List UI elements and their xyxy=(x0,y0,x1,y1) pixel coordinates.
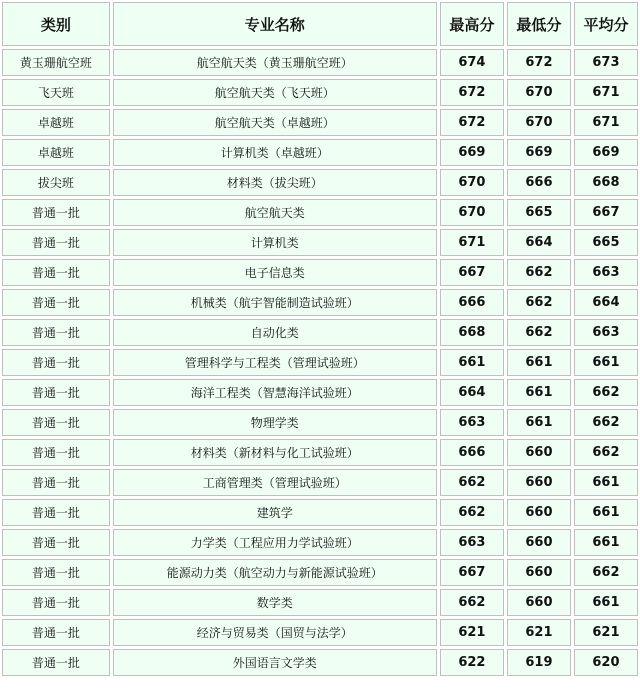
table-row xyxy=(2,229,638,256)
category-cell: 普通一批 xyxy=(2,439,110,466)
avg-score-cell: 621 xyxy=(574,619,638,646)
table-row xyxy=(2,559,638,586)
max-score-cell: 621 xyxy=(440,619,504,646)
min-score-cell: 621 xyxy=(507,619,571,646)
table-row xyxy=(2,589,638,616)
max-score-cell: 662 xyxy=(440,469,504,496)
min-score-cell: 660 xyxy=(507,559,571,586)
major-name-cell: 航空航天类 xyxy=(113,199,437,226)
avg-score-cell: 667 xyxy=(574,199,638,226)
avg-score-cell: 665 xyxy=(574,229,638,256)
min-score-cell: 661 xyxy=(507,349,571,376)
category-cell: 普通一批 xyxy=(2,649,110,676)
major-name-cell: 自动化类 xyxy=(113,319,437,346)
max-score-cell: 672 xyxy=(440,79,504,106)
max-score-cell: 668 xyxy=(440,319,504,346)
avg-score-cell: 664 xyxy=(574,289,638,316)
major-name-cell: 电子信息类 xyxy=(113,259,437,286)
table-row xyxy=(2,349,638,376)
header-max-score: 最高分 xyxy=(440,2,504,46)
max-score-cell: 664 xyxy=(440,379,504,406)
category-cell: 普通一批 xyxy=(2,259,110,286)
category-cell: 普通一批 xyxy=(2,469,110,496)
category-cell: 普通一批 xyxy=(2,199,110,226)
table-row xyxy=(2,499,638,526)
category-cell: 普通一批 xyxy=(2,499,110,526)
category-cell: 飞天班 xyxy=(2,79,110,106)
min-score-cell: 660 xyxy=(507,589,571,616)
major-name-cell: 工商管理类（管理试验班） xyxy=(113,469,437,496)
max-score-cell: 669 xyxy=(440,139,504,166)
header-major-name: 专业名称 xyxy=(113,2,437,46)
table-row xyxy=(2,139,638,166)
major-name-cell: 建筑学 xyxy=(113,499,437,526)
min-score-cell: 660 xyxy=(507,439,571,466)
category-cell: 普通一批 xyxy=(2,619,110,646)
avg-score-cell: 671 xyxy=(574,79,638,106)
category-cell: 普通一批 xyxy=(2,229,110,256)
major-name-cell: 航空航天类（飞天班） xyxy=(113,79,437,106)
major-name-cell: 材料类（新材料与化工试验班） xyxy=(113,439,437,466)
category-cell: 卓越班 xyxy=(2,139,110,166)
min-score-cell: 662 xyxy=(507,319,571,346)
avg-score-cell: 661 xyxy=(574,529,638,556)
major-name-cell: 物理学类 xyxy=(113,409,437,436)
header-row xyxy=(2,2,638,46)
major-name-cell: 管理科学与工程类（管理试验班） xyxy=(113,349,437,376)
table-row xyxy=(2,79,638,106)
max-score-cell: 672 xyxy=(440,109,504,136)
avg-score-cell: 662 xyxy=(574,379,638,406)
header-category: 类别 xyxy=(2,2,110,46)
avg-score-cell: 663 xyxy=(574,259,638,286)
table-row xyxy=(2,169,638,196)
min-score-cell: 662 xyxy=(507,289,571,316)
max-score-cell: 670 xyxy=(440,199,504,226)
table-row xyxy=(2,409,638,436)
max-score-cell: 661 xyxy=(440,349,504,376)
min-score-cell: 669 xyxy=(507,139,571,166)
table-row xyxy=(2,319,638,346)
major-name-cell: 外国语言文学类 xyxy=(113,649,437,676)
table-row xyxy=(2,469,638,496)
min-score-cell: 666 xyxy=(507,169,571,196)
category-cell: 普通一批 xyxy=(2,289,110,316)
max-score-cell: 662 xyxy=(440,499,504,526)
min-score-cell: 660 xyxy=(507,469,571,496)
avg-score-cell: 663 xyxy=(574,319,638,346)
avg-score-cell: 662 xyxy=(574,409,638,436)
category-cell: 卓越班 xyxy=(2,109,110,136)
avg-score-cell: 662 xyxy=(574,559,638,586)
category-cell: 拔尖班 xyxy=(2,169,110,196)
avg-score-cell: 673 xyxy=(574,49,638,76)
avg-score-cell: 662 xyxy=(574,439,638,466)
table-row xyxy=(2,199,638,226)
table-row xyxy=(2,619,638,646)
max-score-cell: 663 xyxy=(440,529,504,556)
max-score-cell: 666 xyxy=(440,439,504,466)
category-cell: 普通一批 xyxy=(2,589,110,616)
max-score-cell: 674 xyxy=(440,49,504,76)
major-name-cell: 数学类 xyxy=(113,589,437,616)
avg-score-cell: 661 xyxy=(574,469,638,496)
table-row xyxy=(2,259,638,286)
avg-score-cell: 661 xyxy=(574,349,638,376)
major-name-cell: 能源动力类（航空动力与新能源试验班） xyxy=(113,559,437,586)
min-score-cell: 619 xyxy=(507,649,571,676)
max-score-cell: 662 xyxy=(440,589,504,616)
table-row xyxy=(2,379,638,406)
max-score-cell: 666 xyxy=(440,289,504,316)
major-name-cell: 航空航天类（黄玉珊航空班） xyxy=(113,49,437,76)
table-row xyxy=(2,649,638,676)
major-name-cell: 材料类（拔尖班） xyxy=(113,169,437,196)
header-avg-score: 平均分 xyxy=(574,2,638,46)
avg-score-cell: 620 xyxy=(574,649,638,676)
major-name-cell: 经济与贸易类（国贸与法学） xyxy=(113,619,437,646)
category-cell: 普通一批 xyxy=(2,559,110,586)
major-name-cell: 海洋工程类（智慧海洋试验班） xyxy=(113,379,437,406)
max-score-cell: 667 xyxy=(440,259,504,286)
min-score-cell: 661 xyxy=(507,379,571,406)
avg-score-cell: 668 xyxy=(574,169,638,196)
min-score-cell: 670 xyxy=(507,109,571,136)
max-score-cell: 671 xyxy=(440,229,504,256)
major-name-cell: 航空航天类（卓越班） xyxy=(113,109,437,136)
category-cell: 普通一批 xyxy=(2,319,110,346)
min-score-cell: 664 xyxy=(507,229,571,256)
major-name-cell: 计算机类 xyxy=(113,229,437,256)
major-name-cell: 力学类（工程应用力学试验班） xyxy=(113,529,437,556)
avg-score-cell: 661 xyxy=(574,499,638,526)
max-score-cell: 670 xyxy=(440,169,504,196)
min-score-cell: 670 xyxy=(507,79,571,106)
min-score-cell: 660 xyxy=(507,529,571,556)
avg-score-cell: 671 xyxy=(574,109,638,136)
category-cell: 普通一批 xyxy=(2,379,110,406)
table-row xyxy=(2,439,638,466)
table-row xyxy=(2,109,638,136)
avg-score-cell: 669 xyxy=(574,139,638,166)
min-score-cell: 662 xyxy=(507,259,571,286)
max-score-cell: 663 xyxy=(440,409,504,436)
max-score-cell: 667 xyxy=(440,559,504,586)
min-score-cell: 660 xyxy=(507,499,571,526)
avg-score-cell: 661 xyxy=(574,589,638,616)
min-score-cell: 672 xyxy=(507,49,571,76)
table-body xyxy=(2,49,638,676)
min-score-cell: 661 xyxy=(507,409,571,436)
table-row xyxy=(2,49,638,76)
min-score-cell: 665 xyxy=(507,199,571,226)
table-row xyxy=(2,289,638,316)
header-min-score: 最低分 xyxy=(507,2,571,46)
category-cell: 普通一批 xyxy=(2,529,110,556)
major-name-cell: 计算机类（卓越班） xyxy=(113,139,437,166)
table-row xyxy=(2,529,638,556)
category-cell: 黄玉珊航空班 xyxy=(2,49,110,76)
major-name-cell: 机械类（航宇智能制造试验班） xyxy=(113,289,437,316)
category-cell: 普通一批 xyxy=(2,349,110,376)
max-score-cell: 622 xyxy=(440,649,504,676)
category-cell: 普通一批 xyxy=(2,409,110,436)
